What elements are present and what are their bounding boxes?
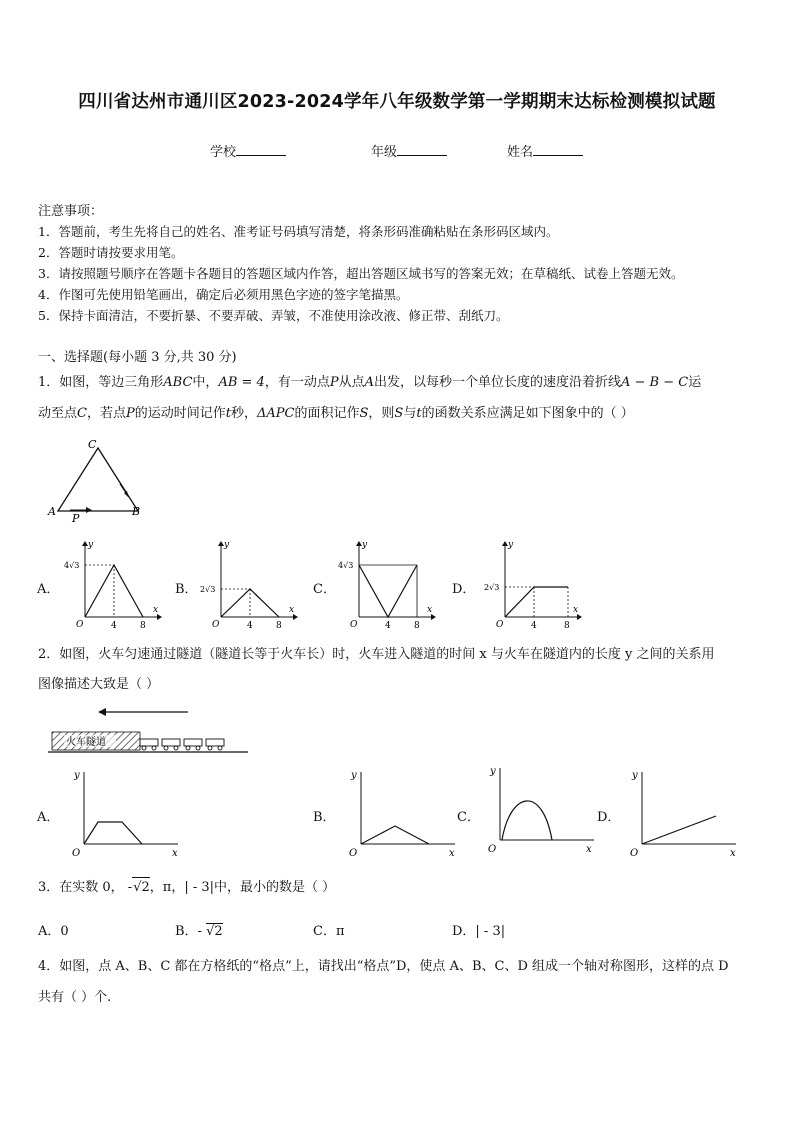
label-p: P — [72, 512, 80, 525]
q1-option-d[interactable]: D． — [452, 582, 476, 597]
q2-graph-d — [624, 764, 744, 862]
origin: O — [212, 620, 220, 630]
q1-text: ，则 — [368, 406, 395, 421]
axis-x: x — [153, 605, 159, 615]
school-field — [210, 141, 286, 160]
tick-4: 4 — [531, 621, 537, 631]
q1-option-c[interactable]: C． — [313, 582, 336, 597]
school-blank[interactable] — [236, 143, 286, 156]
q1-graph-d — [480, 537, 590, 632]
q1-var: ΔAPC — [257, 406, 295, 421]
tick-value: 2√3 — [484, 583, 500, 592]
origin: O — [630, 848, 639, 859]
q1-text: 运 — [688, 375, 702, 390]
note-item: 3．请按照题号顺序在答题卡各题目的答题区域内作答，超出答题区域书写的答案无效；在草稿纸、试卷上答题无效。 — [38, 266, 684, 281]
q2-line1: 2．如图，火车匀速通过隧道（隧道长等于火车长）时，火车进入隧道的时间 x 与火车在隧道内的长度 y 之间的关系用 — [38, 647, 715, 662]
origin: O — [349, 848, 358, 859]
q2-option-a[interactable]: A． — [37, 810, 60, 825]
notes-heading: 注意事项： — [38, 204, 104, 219]
q3-stem — [38, 877, 335, 898]
sqrt-radicand: 2 — [141, 880, 150, 895]
note-item: 2．答题时请按要求用笔。 — [38, 245, 184, 260]
page-title: 四川省达州市通川区2023-2024学年八年级数学第一学期期末达标检测模拟试题 — [78, 92, 716, 112]
q1-var: P — [329, 375, 339, 390]
axis-x: x — [730, 848, 736, 859]
q1-text: ，有一动点 — [264, 375, 330, 390]
tick-8: 8 — [564, 621, 570, 631]
sqrt-radicand: 2 — [214, 924, 223, 939]
q2-option-b[interactable]: B． — [313, 810, 336, 825]
q1-text: 出发，以每秒一个单位长度的速度沿着折线 — [373, 375, 621, 390]
q2-graph-c — [482, 762, 602, 860]
tunnel-label: 火车隧道 — [66, 737, 106, 748]
q1-text: 中， — [192, 375, 219, 390]
train-icon — [140, 739, 224, 750]
q1-line2 — [38, 404, 634, 424]
axis-y: y — [88, 540, 94, 550]
origin: O — [488, 844, 497, 855]
grade-field — [371, 141, 447, 160]
q1-text: 与 — [403, 406, 417, 421]
q1-text: 1．如图，等边三角形 — [38, 375, 164, 390]
tick-4: 4 — [247, 621, 253, 631]
q2-train-figure — [48, 702, 253, 757]
tick-value: 4√3 — [64, 561, 80, 570]
q1-var: S — [359, 406, 369, 421]
q2-graph-a — [66, 764, 186, 862]
q1-text: 的函数关系应满足如下图象中的（ ） — [421, 406, 634, 421]
axis-y: y — [362, 540, 368, 550]
q2-graph-b — [343, 764, 463, 862]
axis-y: y — [508, 540, 514, 550]
q1-text: 从点 — [338, 375, 365, 390]
note-item: 5．保持卡面清洁，不要折暴、不要弄破、弄皱，不准使用涂改液、修正带、刮纸刀。 — [38, 308, 509, 323]
note-item: 1．答题前，考生先将自己的姓名、准考证号码填写清楚，将条形码准确粘贴在条形码区域内。 — [38, 224, 559, 239]
q1-option-b[interactable]: B． — [175, 582, 198, 597]
q4-line2: 共有（ ）个. — [38, 990, 112, 1005]
grade-blank[interactable] — [397, 143, 447, 156]
q2-line2: 图像描述大致是（ ） — [38, 677, 160, 692]
q1-var: A — [364, 375, 374, 390]
q2-option-d[interactable]: D． — [597, 810, 621, 825]
axis-x: x — [289, 605, 295, 615]
tick-8: 8 — [140, 621, 146, 631]
axis-y: y — [632, 770, 638, 781]
q1-graph-c — [334, 537, 444, 632]
q1-text: 动至点 — [38, 406, 78, 421]
origin: O — [496, 620, 504, 630]
q1-text: 秒， — [230, 406, 257, 421]
origin: O — [76, 620, 84, 630]
q1-text: 的面积记作 — [294, 406, 360, 421]
q1-var: ABC — [163, 375, 193, 390]
section-heading: 一、选择题(每小题 3 分,共 30 分) — [38, 350, 237, 365]
sqrt-2: √2 — [206, 924, 223, 939]
q1-var: t — [416, 406, 422, 421]
q3-text: 3．在实数 0， - — [38, 880, 133, 895]
q1-var: S — [394, 406, 404, 421]
label-b: B — [132, 505, 141, 518]
q1-text: ，若点 — [86, 406, 126, 421]
axis-y: y — [351, 770, 357, 781]
q3-option-b[interactable] — [175, 920, 223, 939]
note-item: 4．作图可先使用铅笔画出，确定后必须用黑色字迹的签字笔描黑。 — [38, 287, 409, 302]
q1-text: 的运动时间记作 — [134, 406, 226, 421]
name-blank[interactable] — [533, 143, 583, 156]
origin: O — [350, 620, 358, 630]
name-label: 姓名 — [507, 145, 534, 160]
tick-value: 2√3 — [200, 585, 216, 594]
tick-8: 8 — [414, 621, 420, 631]
q4-line1: 4．如图，点 A、B、C 都在方格纸的“格点”上，请找出“格点”D，使点 A、B、C、D 组成一个轴对称图形，这样的点 D — [38, 959, 729, 974]
q2-option-c[interactable]: C． — [457, 810, 480, 825]
axis-x: x — [573, 605, 579, 615]
tick-8: 8 — [276, 621, 282, 631]
axis-x: x — [449, 848, 455, 859]
grade-label: 年级 — [371, 145, 398, 160]
axis-y: y — [490, 766, 496, 777]
tick-value: 4√3 — [338, 561, 354, 570]
axis-x: x — [427, 605, 433, 615]
label-c: C — [88, 438, 97, 451]
q1-line1 — [38, 373, 701, 393]
q3-option-a[interactable]: A．0 — [38, 924, 69, 939]
q1-triangle-figure — [40, 436, 150, 526]
q3-text: ，π，| - 3|中，最小的数是（ ） — [149, 880, 336, 895]
axis-y: y — [74, 770, 80, 781]
tick-4: 4 — [111, 621, 117, 631]
sqrt-2: √2 — [132, 877, 150, 898]
origin: O — [72, 848, 81, 859]
q1-var: A − B − C — [621, 375, 689, 390]
label-a: A — [48, 505, 56, 518]
axis-x: x — [172, 848, 178, 859]
q1-graph-b — [196, 537, 306, 632]
axis-y: y — [224, 540, 230, 550]
q1-option-a[interactable]: A． — [37, 582, 60, 597]
q1-var: t — [225, 406, 231, 421]
q3-text: B．- — [175, 924, 202, 939]
q1-var: C — [77, 406, 87, 421]
name-field — [507, 141, 583, 160]
q1-graph-a — [60, 537, 170, 632]
q3-option-c[interactable]: C．π — [313, 924, 345, 939]
tick-4: 4 — [385, 621, 391, 631]
q3-option-d[interactable]: D．| - 3| — [452, 924, 506, 939]
axis-x: x — [586, 844, 592, 855]
school-label: 学校 — [210, 145, 237, 160]
q1-var: AB = 4 — [218, 375, 265, 390]
q1-var: P — [125, 406, 135, 421]
